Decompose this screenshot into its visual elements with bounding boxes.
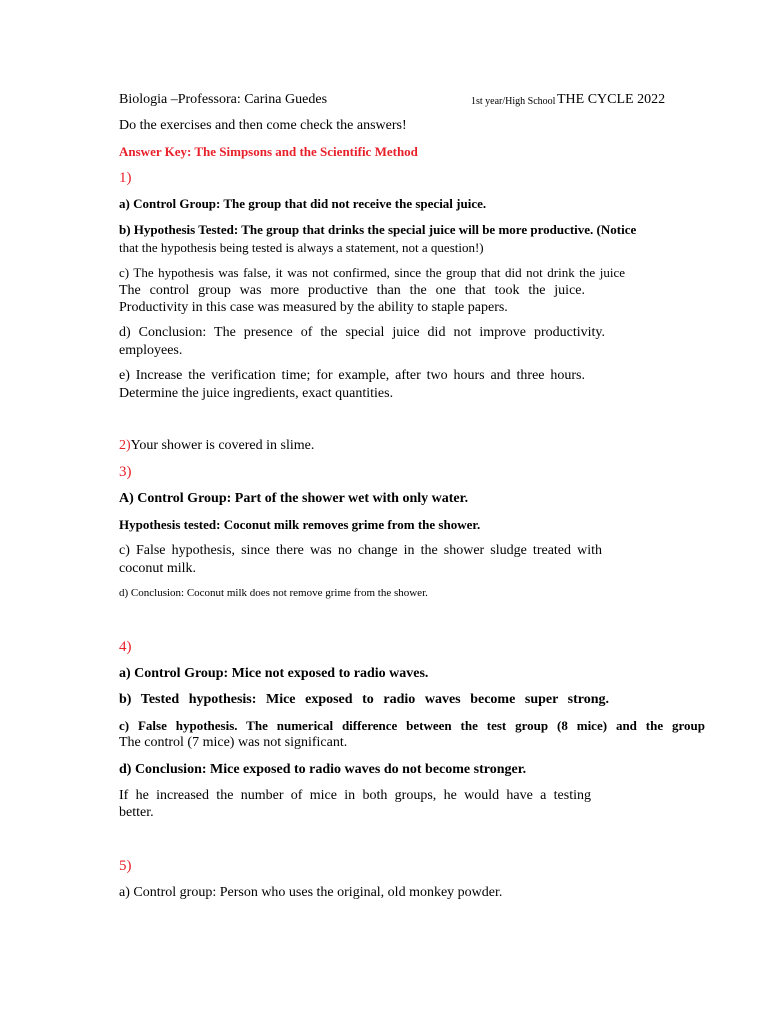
q5-number: 5) bbox=[119, 858, 132, 874]
intro-text: Do the exercises and then come check the answers! bbox=[119, 118, 407, 133]
q3-a: A) Control Group: Part of the shower wet with only water. bbox=[119, 491, 469, 506]
q4-b: b) Tested hypothesis: Mice exposed to radio waves become super strong. bbox=[119, 692, 609, 707]
q1-b-line2: that the hypothesis being tested is always a statement, not a question!) bbox=[119, 240, 484, 255]
q3-c-line2: coconut milk. bbox=[119, 561, 196, 576]
q1-number: 1) bbox=[119, 170, 132, 186]
header-grade: 1st year/High School bbox=[471, 96, 556, 107]
header-title: THE CYCLE 2022 bbox=[557, 92, 666, 107]
q4-c-line2: The control (7 mice) was not significant. bbox=[119, 735, 348, 750]
q1-e-line1: e) Increase the verification time; for example, after two hours and three hours. bbox=[119, 368, 585, 383]
q3-d: d) Conclusion: Coconut milk does not remove grime from the shower. bbox=[119, 587, 428, 599]
q4-e-line1: If he increased the number of mice in both groups, he would have a testing bbox=[119, 788, 591, 803]
q2-line bbox=[119, 438, 314, 454]
q3-b: Hypothesis tested: Coconut milk removes grime from the shower. bbox=[119, 517, 481, 532]
q2-number: 2) bbox=[119, 438, 131, 453]
q1-c-line3: Productivity in this case was measured by the ability to staple papers. bbox=[119, 300, 508, 315]
q1-a: a) Control Group: The group that did not receive the special juice. bbox=[119, 196, 487, 211]
q5-a: a) Control group: Person who uses the original, old monkey powder. bbox=[119, 885, 503, 900]
q4-d: d) Conclusion: Mice exposed to radio waves do not become stronger. bbox=[119, 762, 527, 777]
q1-c-line2: The control group was more productive than the one that took the juice. bbox=[119, 283, 585, 298]
q4-number: 4) bbox=[119, 639, 132, 655]
q1-d-line2: employees. bbox=[119, 343, 183, 358]
q1-c-line1: c) The hypothesis was false, it was not confirmed, since the group that did not drink the juice bbox=[119, 265, 625, 280]
q1-d-line1: d) Conclusion: The presence of the special juice did not improve productivity. bbox=[119, 325, 605, 340]
q2-text: Your shower is covered in slime. bbox=[130, 438, 315, 453]
q3-c-line1: c) False hypothesis, since there was no change in the shower sludge treated with bbox=[119, 543, 602, 558]
q3-number: 3) bbox=[119, 464, 132, 480]
answer-key-title: Answer Key: The Simpsons and the Scientific Method bbox=[119, 144, 418, 159]
q1-b-line1: b) Hypothesis Tested: The group that drinks the special juice will be more productive. (Notice bbox=[119, 222, 637, 237]
q1-e-line2: Determine the juice ingredients, exact quantities. bbox=[119, 386, 394, 401]
header-left: Biologia –Professora: Carina Guedes bbox=[119, 92, 328, 107]
q4-a: a) Control Group: Mice not exposed to radio waves. bbox=[119, 666, 429, 681]
q4-c-line1: c) False hypothesis. The numerical difference between the test group (8 mice) and the group bbox=[119, 718, 705, 733]
q4-e-line2: better. bbox=[119, 805, 154, 820]
